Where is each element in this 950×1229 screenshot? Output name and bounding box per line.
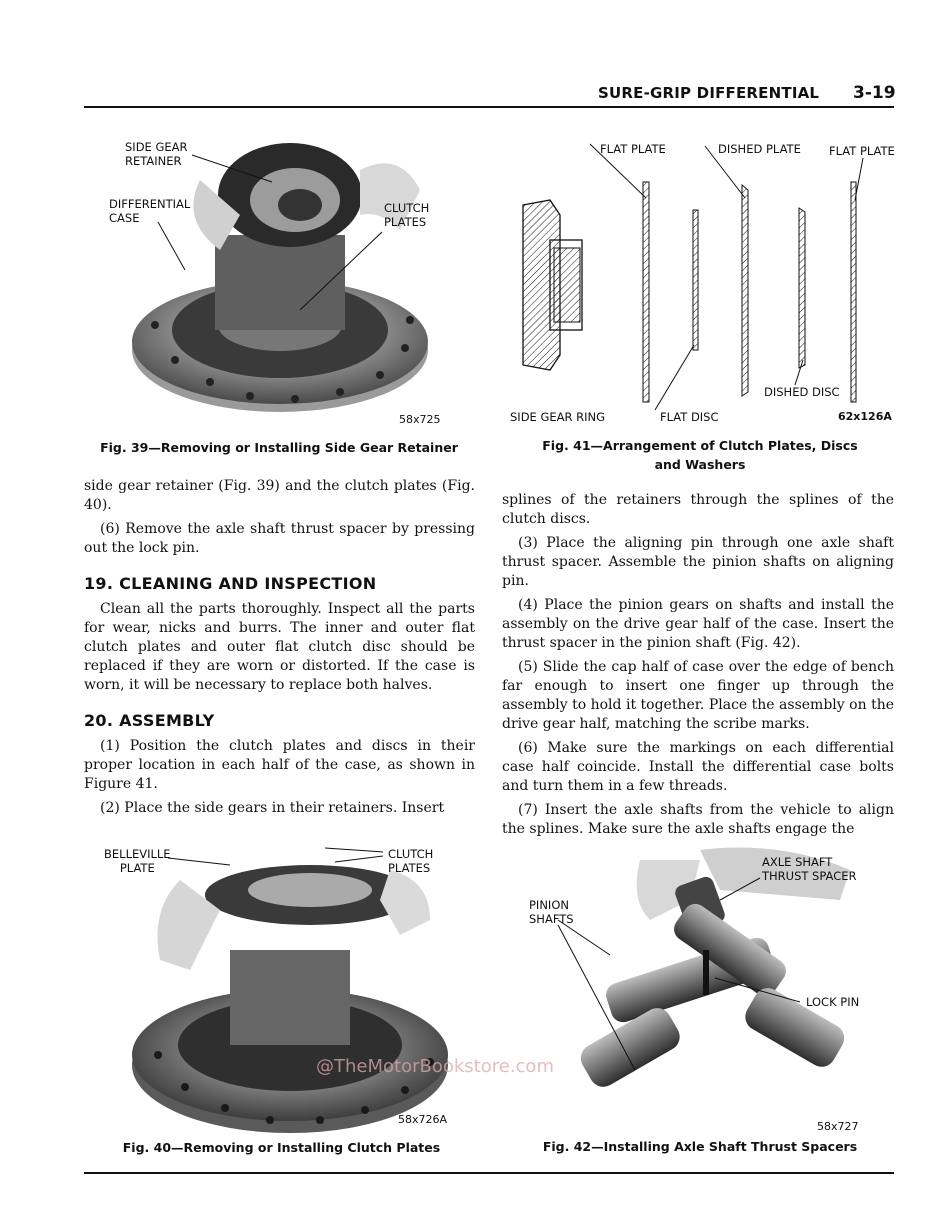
fig40-code: 58x726A: [398, 1113, 448, 1126]
fig39-label-differential-case: DIFFERENTIAL CASE: [109, 197, 191, 225]
left-para-3: Clean all the parts thoroughly. Inspect all the parts for wear, nicks and burrs. The inner and outer flat clutch plates and outer flat clutch disc should be replaced if they are worn or distorted. If the case is worn, it will be necessary to replace both halves.: [84, 601, 475, 693]
left-column-text: [84, 477, 475, 823]
fig40-caption: Fig. 40—Removing or Installing Clutch Plates: [122, 1140, 441, 1155]
left-para-5: (2) Place the side gears in their retainers. Insert: [100, 800, 445, 816]
right-para-6: (7) Insert the axle shafts from the vehicle to align the splines. Make sure the axle shafts engage the: [502, 802, 894, 837]
fig42-label-lock-pin: LOCK PIN: [806, 995, 860, 1009]
right-para-2: (3) Place the aligning pin through one axle shaft thrust spacer. Assemble the pinion shafts on aligning pin.: [502, 535, 894, 589]
fig41-label-flat-disc: FLAT DISC: [660, 410, 719, 424]
fig41-label-dished-plate: DISHED PLATE: [718, 142, 801, 156]
fig40-photo: [100, 840, 470, 1135]
right-para-1: splines of the retainers through the splines of the clutch discs.: [502, 492, 894, 527]
fig42-code: 58x727: [817, 1120, 859, 1133]
fig42-photo: [520, 840, 880, 1135]
running-header-title: SURE-GRIP DIFFERENTIAL: [598, 84, 820, 102]
header-rule: [84, 106, 894, 108]
right-column-text: [502, 491, 894, 844]
fig41-label-side-gear-ring: SIDE GEAR RING: [510, 410, 606, 424]
fig42-label-axle-shaft-thrust-spacer: AXLE SHAFT THRUST SPACER: [762, 855, 857, 883]
fig40-label-clutch-plates: CLUTCH PLATES: [388, 847, 434, 875]
left-para-1: side gear retainer (Fig. 39) and the clutch plates (Fig. 40).: [84, 478, 475, 513]
watermark: @TheMotorBookstore.com: [316, 1056, 554, 1077]
page-number: 3-19: [853, 83, 896, 103]
right-para-3: (4) Place the pinion gears on shafts and install the assembly on the drive gear half of the case. Insert the thrust spacer in the pinion shaft (Fig. 42).: [502, 597, 894, 651]
fig40-label-belleville-plate: BELLEVILLE PLATE: [104, 847, 171, 875]
fig41-label-flat-plate-2: FLAT PLATE: [829, 144, 895, 158]
fig39-caption: Fig. 39—Removing or Installing Side Gear Retainer: [100, 440, 458, 455]
right-para-4: (5) Slide the cap half of case over the edge of bench far enough to insert one finger up through the assembly to hold it together. Place the assembly on the drive gear half, matching the scribe marks.: [502, 659, 894, 732]
right-para-5: (6) Make sure the markings on each differential case half coincide. Install the differential case bolts and turn them in a few threads.: [502, 740, 894, 794]
fig39-label-clutch-plates: CLUTCH PLATES: [384, 201, 430, 229]
fig41-caption: Fig. 41—Arrangement of Clutch Plates, Discs and Washers: [542, 438, 858, 472]
fig41-code: 62x126A: [838, 410, 892, 423]
fig39-label-side-gear-retainer: SIDE GEAR RETAINER: [125, 140, 188, 168]
section-19-heading: 19. CLEANING AND INSPECTION: [84, 574, 377, 593]
fig42-label-pinion-shafts: PINION SHAFTS: [529, 898, 574, 926]
figure-40: [100, 840, 470, 1135]
left-para-4: (1) Position the clutch plates and discs in their proper location in each half of the case, as shown in Figure 41.: [84, 738, 475, 792]
fig42-caption: Fig. 42—Installing Axle Shaft Thrust Spacers: [542, 1139, 858, 1154]
fig41-label-dished-disc: DISHED DISC: [764, 385, 840, 399]
figure-42: [520, 840, 880, 1135]
fig41-label-flat-plate-1: FLAT PLATE: [600, 142, 666, 156]
footer-rule: [84, 1172, 894, 1174]
left-para-2: (6) Remove the axle shaft thrust spacer by pressing out the lock pin.: [84, 521, 475, 556]
section-20-heading: 20. ASSEMBLY: [84, 711, 215, 730]
fig39-code: 58x725: [399, 413, 441, 426]
